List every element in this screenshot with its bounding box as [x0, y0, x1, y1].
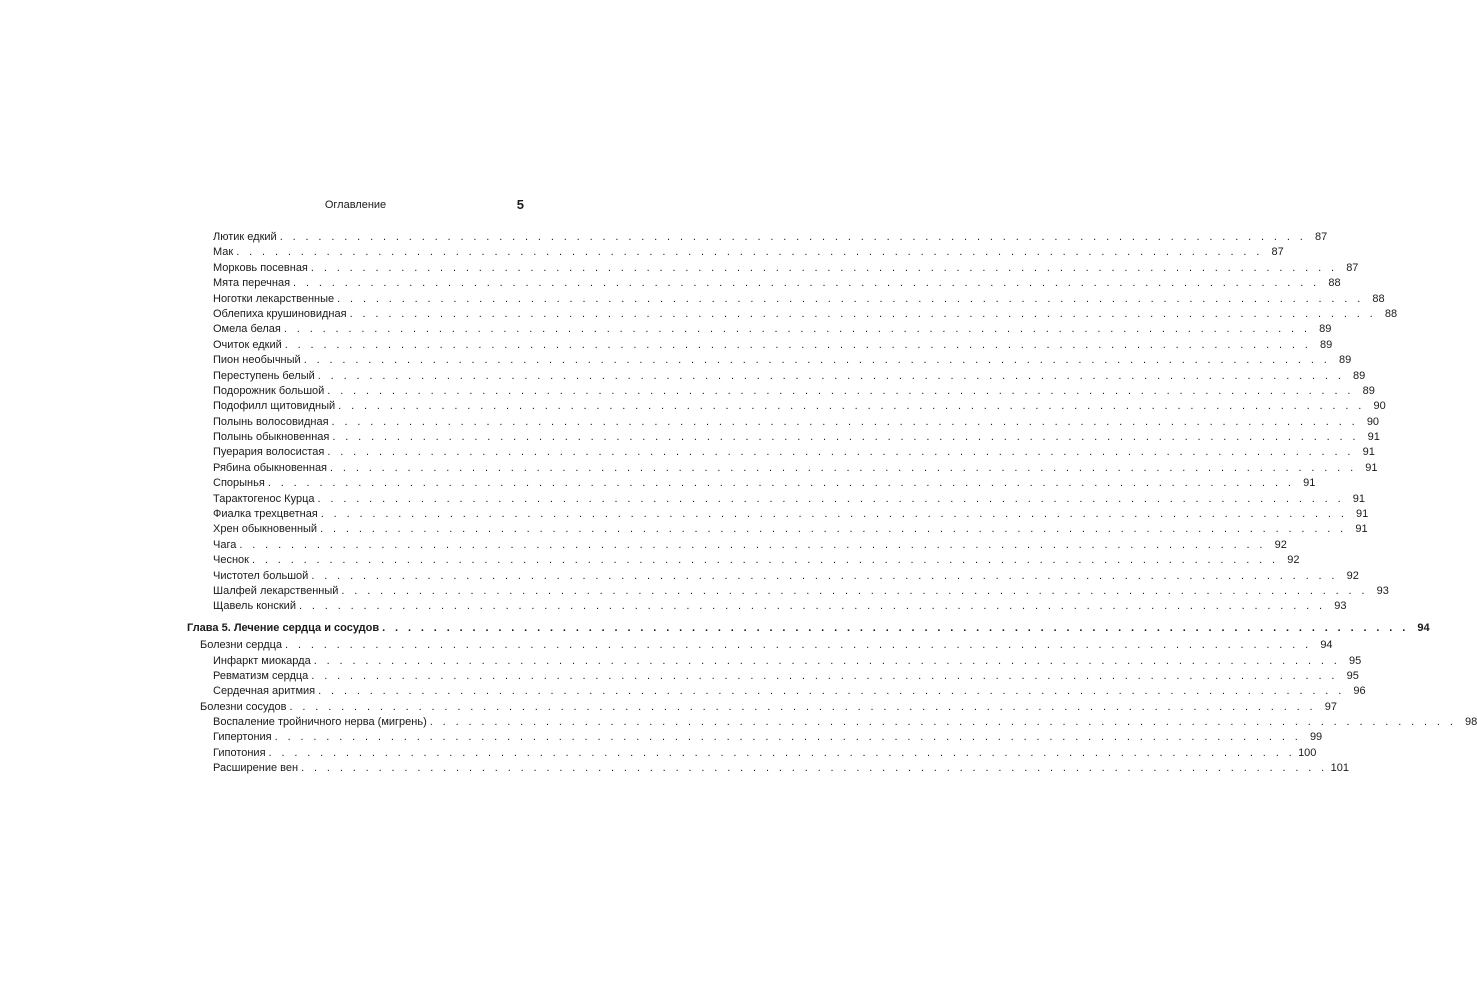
table-of-contents [187, 230, 1477, 777]
toc-entry-title: Чистотел большой [213, 569, 309, 582]
toc-entry [187, 292, 1385, 307]
toc-entry-title: Ревматизм сердца [213, 669, 309, 682]
toc-entry [187, 569, 1359, 584]
dot-leader: . . . . . . . . . . . . . . . . . . . . . . . . . . . . . . . . . . . . . . . . . . . . . . . . . . . . . . . . . . . . . . . . . . . . . . . . . . . . . . . . [303, 354, 1331, 367]
toc-entry-page: 94 [1320, 639, 1333, 652]
toc-entry-title: Глава 5. Лечение сердца и сосудов [187, 621, 380, 634]
toc-entry-page: 91 [1362, 446, 1375, 459]
toc-entry [187, 584, 1389, 599]
toc-entry [187, 507, 1369, 522]
toc-entry-page: 87 [1346, 261, 1359, 274]
toc-entry [187, 522, 1368, 537]
toc-entry [187, 369, 1366, 384]
dot-leader: . . . . . . . . . . . . . . . . . . . . . . . . . . . . . . . . . . . . . . . . . . . . . . . . . . . . . . . . . . . . . . . . . . . . . . . . . . . . . . . . [284, 338, 1312, 351]
toc-entry [187, 230, 1328, 245]
toc-entry [187, 599, 1347, 614]
toc-entry-title: Омела белая [213, 323, 281, 336]
page-header [187, 196, 524, 214]
toc-chapter [187, 621, 1430, 636]
toc-entry-title: Болезни сердца [200, 639, 283, 652]
toc-entry-title: Чеснок [213, 554, 249, 567]
toc-entry [187, 415, 1380, 430]
toc-entry-page: 89 [1338, 354, 1352, 367]
toc-entry-title: Переступень белый [213, 369, 315, 382]
toc-entry [187, 276, 1341, 291]
toc-entry [187, 700, 1337, 715]
toc-entry-title: Шалфей лекарственный [213, 584, 339, 597]
toc-entry-title: Подорожник большой [213, 384, 325, 397]
toc-entry-page: 89 [1320, 338, 1333, 351]
toc-entry-title: Пион необычный [213, 354, 301, 367]
dot-leader: . . . . . . . . . . . . . . . . . . . . . . . . . . . . . . . . . . . . . . . . . . . . . . . . . . . . . . . . . . . . . . . . . . . . . . . . . . . . . . . . [327, 384, 1354, 397]
toc-entry-title: Мята перечная [213, 277, 291, 290]
toc-entry [187, 538, 1287, 553]
toc-entry-page: 93 [1376, 584, 1389, 597]
toc-entry-page: 93 [1334, 600, 1347, 613]
toc-entry-page: 88 [1384, 307, 1398, 320]
toc-entry [187, 715, 1477, 730]
dot-leader: . . . . . . . . . . . . . . . . . . . . . . . . . . . . . . . . . . . . . . . . . . . . . . . . . . . . . . . . . . . . . . . . . . . . . . . . . . . . . . . . [317, 369, 1345, 382]
dot-leader: . . . . . . . . . . . . . . . . . . . . . . . . . . . . . . . . . . . . . . . . . . . . . . . . . . . . . . . . . . . . . . . . . . . . . . . . . . . . . . . . [268, 746, 1296, 759]
toc-entry-page: 87 [1271, 246, 1284, 259]
dot-leader: . . . . . . . . . . . . . . . . . . . . . . . . . . . . . . . . . . . . . . . . . . . . . . . . . . . . . . . . . . . . . . . . . . . . . . . . . . . . . . . . [236, 246, 1263, 259]
toc-entry [187, 492, 1366, 507]
toc-entry-title: Подофилл щитовидный [213, 400, 336, 413]
toc-entry [187, 307, 1398, 322]
toc-entry-title: Морковь посевная [213, 261, 308, 274]
toc-entry-page: 91 [1365, 461, 1378, 474]
toc-entry [187, 245, 1284, 260]
dot-leader: . . . . . . . . . . . . . . . . . . . . . . . . . . . . . . . . . . . . . . . . . . . . . . . . . . . . . . . . . . . . . . . . . . . . . . . . . . . . . . . . [332, 431, 1359, 444]
toc-entry-page: 101 [1330, 762, 1349, 775]
dot-leader: . . . . . . . . . . . . . . . . . . . . . . . . . . . . . . . . . . . . . . . . . . . . . . . . . . . . . . . . . . . . . . . . . . . . . . . . . . . . . . . . [301, 762, 1328, 775]
dot-leader: . . . . . . . . . . . . . . . . . . . . . . . . . . . . . . . . . . . . . . . . . . . . . . . . . . . . . . . . . . . . . . . . . . . . . . . . . . . . . . . . [429, 716, 1457, 729]
toc-entry [187, 669, 1359, 684]
toc-entry-title: Расширение вен [213, 762, 299, 775]
toc-entry-title: Ноготки лекарственные [213, 292, 335, 305]
toc-entry-page: 91 [1367, 431, 1380, 444]
toc-entry [187, 684, 1366, 699]
toc-entry-title: Щавель конский [213, 600, 296, 613]
toc-entry [187, 445, 1375, 460]
toc-entry [187, 731, 1323, 746]
toc-entry [187, 638, 1333, 653]
running-title: Оглавление [324, 199, 387, 211]
dot-leader: . . . . . . . . . . . . . . . . . . . . . . . . . . . . . . . . . . . . . . . . . . . . . . . . . . . . . . . . . . . . . . . . . . . . . . . . . . . . . . . . [320, 523, 1347, 536]
toc-entry-page: 91 [1303, 477, 1316, 490]
dot-leader: . . . . . . . . . . . . . . . . . . . . . . . . . . . . . . . . . . . . . . . . . . . . . . . . . . . . . . . . . . . . . . . . . . . . . . . . . . . . . . . . [285, 639, 1312, 652]
toc-entry [187, 746, 1317, 761]
dot-leader: . . . . . . . . . . . . . . . . . . . . . . . . . . . . . . . . . . . . . . . . . . . . . . . . . . . . . . . . . . . . . . . . . . . . . . . . . . . . . . . . [327, 446, 1354, 459]
dot-leader: . . . . . . . . . . . . . . . . . . . . . . . . . . . . . . . . . . . . . . . . . . . . . . . . . . . . . . . . . . . . . . . . . . . . . . . . . . . . . . . . [318, 685, 1345, 698]
toc-entry-page: 91 [1356, 508, 1369, 521]
toc-entry [187, 761, 1349, 776]
toc-entry-title: Лютик едкий [213, 230, 277, 243]
dot-leader: . . . . . . . . . . . . . . . . . . . . . . . . . . . . . . . . . . . . . . . . . . . . . . . . . . . . . . . . . . . . . . . . . . . . . . . . . . . . . . . . [289, 700, 1316, 713]
dot-leader: . . . . . . . . . . . . . . . . . . . . . . . . . . . . . . . . . . . . . . . . . . . . . . . . . . . . . . . . . . . . . . . . . . . . . . . . . . . . . . . . [331, 415, 1359, 428]
toc-entry-title: Сердечная аритмия [213, 685, 316, 698]
dot-leader: . . . . . . . . . . . . . . . . . . . . . . . . . . . . . . . . . . . . . . . . . . . . . . . . . . . . . . . . . . . . . . . . . . . . . . . . . . . . . . . . [310, 261, 1338, 274]
dot-leader: . . . . . . . . . . . . . . . . . . . . . . . . . . . . . . . . . . . . . . . . . . . . . . . . . . . . . . . . . . . . . . . . . . . . . . . . . . . . . . . . [311, 669, 1338, 682]
toc-entry [187, 430, 1380, 445]
toc-entry [187, 654, 1362, 669]
toc-entry [187, 399, 1386, 414]
dot-leader: . . . . . . . . . . . . . . . . . . . . . . . . . . . . . . . . . . . . . . . . . . . . . . . . . . . . . . . . . . . . . . . . . . . . . . . . . . . . . . . . [382, 621, 1409, 634]
dot-leader: . . . . . . . . . . . . . . . . . . . . . . . . . . . . . . . . . . . . . . . . . . . . . . . . . . . . . . . . . . . . . . . . . . . . . . . . . . . . . . . . [267, 477, 1295, 490]
toc-entry-title: Пуерария волосистая [213, 446, 325, 459]
toc-entry [187, 384, 1375, 399]
page-number: 5 [516, 197, 524, 212]
toc-entry-title: Облепиха крушиновидная [213, 307, 347, 320]
toc-entry-page: 94 [1417, 621, 1430, 634]
toc-entry [187, 261, 1359, 276]
toc-entry [187, 461, 1378, 476]
dot-leader: . . . . . . . . . . . . . . . . . . . . . . . . . . . . . . . . . . . . . . . . . . . . . . . . . . . . . . . . . . . . . . . . . . . . . . . . . . . . . . . . [317, 492, 1345, 505]
dot-leader: . . . . . . . . . . . . . . . . . . . . . . . . . . . . . . . . . . . . . . . . . . . . . . . . . . . . . . . . . . . . . . . . . . . . . . . . . . . . . . . . [320, 508, 1348, 521]
toc-entry-title: Чага [213, 538, 237, 551]
toc-entry-title: Инфаркт миокарда [213, 654, 311, 667]
toc-entry-page: 89 [1362, 384, 1375, 397]
toc-entry-page: 90 [1366, 415, 1380, 428]
toc-entry-page: 92 [1346, 569, 1359, 582]
dot-leader: . . . . . . . . . . . . . . . . . . . . . . . . . . . . . . . . . . . . . . . . . . . . . . . . . . . . . . . . . . . . . . . . . . . . . . . . . . . . . . . . [337, 292, 1364, 305]
dot-leader: . . . . . . . . . . . . . . . . . . . . . . . . . . . . . . . . . . . . . . . . . . . . . . . . . . . . . . . . . . . . . . . . . . . . . . . . . . . . . . . . [239, 538, 1266, 551]
toc-entry-page: 95 [1346, 669, 1359, 682]
toc-entry-page: 92 [1287, 554, 1300, 567]
toc-entry-page: 99 [1309, 731, 1323, 744]
dot-leader: . . . . . . . . . . . . . . . . . . . . . . . . . . . . . . . . . . . . . . . . . . . . . . . . . . . . . . . . . . . . . . . . . . . . . . . . . . . . . . . . [279, 230, 1307, 243]
toc-entry [187, 338, 1333, 353]
dot-leader: . . . . . . . . . . . . . . . . . . . . . . . . . . . . . . . . . . . . . . . . . . . . . . . . . . . . . . . . . . . . . . . . . . . . . . . . . . . . . . . . [311, 569, 1338, 582]
toc-entry-title: Болезни сосудов [200, 700, 287, 713]
toc-entry-title: Спорынья [213, 477, 265, 490]
dot-leader: . . . . . . . . . . . . . . . . . . . . . . . . . . . . . . . . . . . . . . . . . . . . . . . . . . . . . . . . . . . . . . . . . . . . . . . . . . . . . . . . [293, 277, 1320, 290]
dot-leader: . . . . . . . . . . . . . . . . . . . . . . . . . . . . . . . . . . . . . . . . . . . . . . . . . . . . . . . . . . . . . . . . . . . . . . . . . . . . . . . . [330, 461, 1357, 474]
toc-entry-page: 87 [1314, 230, 1328, 243]
toc-entry-page: 95 [1348, 654, 1362, 667]
toc-entry-page: 97 [1324, 700, 1337, 713]
toc-entry-page: 88 [1372, 292, 1385, 305]
toc-entry-title: Гипотония [213, 746, 266, 759]
toc-entry-page: 91 [1352, 492, 1366, 505]
toc-entry-title: Очиток едкий [213, 338, 282, 351]
dot-leader: . . . . . . . . . . . . . . . . . . . . . . . . . . . . . . . . . . . . . . . . . . . . . . . . . . . . . . . . . . . . . . . . . . . . . . . . . . . . . . . . [283, 323, 1311, 336]
toc-entry-title: Хрен обыкновенный [213, 523, 318, 536]
toc-entry-page: 88 [1328, 277, 1341, 290]
toc-entry-title: Воспаление тройничного нерва (мигрень) [213, 716, 427, 729]
toc-entry-title: Рябина обыкновенная [213, 461, 328, 474]
toc-entry-page: 92 [1274, 538, 1287, 551]
toc-entry [187, 476, 1316, 491]
toc-entry-page: 91 [1355, 523, 1368, 536]
toc-entry [187, 553, 1300, 568]
toc-entry-title: Фиалка трехцветная [213, 508, 318, 521]
dot-leader: . . . . . . . . . . . . . . . . . . . . . . . . . . . . . . . . . . . . . . . . . . . . . . . . . . . . . . . . . . . . . . . . . . . . . . . . . . . . . . . . [338, 400, 1365, 413]
toc-entry-page: 89 [1353, 369, 1366, 382]
dot-leader: . . . . . . . . . . . . . . . . . . . . . . . . . . . . . . . . . . . . . . . . . . . . . . . . . . . . . . . . . . . . . . . . . . . . . . . . . . . . . . . . [298, 600, 1326, 613]
toc-entry-page: 98 [1465, 716, 1477, 729]
toc-entry-page: 89 [1319, 323, 1332, 336]
toc-entry-title: Полынь обыкновенная [213, 431, 330, 444]
dot-leader: . . . . . . . . . . . . . . . . . . . . . . . . . . . . . . . . . . . . . . . . . . . . . . . . . . . . . . . . . . . . . . . . . . . . . . . . . . . . . . . . [349, 307, 1377, 320]
dot-leader: . . . . . . . . . . . . . . . . . . . . . . . . . . . . . . . . . . . . . . . . . . . . . . . . . . . . . . . . . . . . . . . . . . . . . . . . . . . . . . . . [274, 731, 1302, 744]
toc-entry [187, 322, 1332, 337]
dot-leader: . . . . . . . . . . . . . . . . . . . . . . . . . . . . . . . . . . . . . . . . . . . . . . . . . . . . . . . . . . . . . . . . . . . . . . . . . . . . . . . . [341, 584, 1368, 597]
toc-entry-page: 100 [1298, 746, 1317, 759]
toc-entry-title: Гипертония [213, 731, 272, 744]
toc-entry-title: Мак [213, 246, 234, 259]
toc-entry-page: 90 [1373, 400, 1386, 413]
toc-entry-page: 96 [1353, 685, 1366, 698]
toc-entry-title: Тарактогенос Курца [213, 492, 315, 505]
toc-entry-title: Полынь волосовидная [213, 415, 329, 428]
dot-leader: . . . . . . . . . . . . . . . . . . . . . . . . . . . . . . . . . . . . . . . . . . . . . . . . . . . . . . . . . . . . . . . . . . . . . . . . . . . . . . . . [251, 554, 1279, 567]
toc-entry [187, 353, 1352, 368]
dot-leader: . . . . . . . . . . . . . . . . . . . . . . . . . . . . . . . . . . . . . . . . . . . . . . . . . . . . . . . . . . . . . . . . . . . . . . . . . . . . . . . . [313, 654, 1341, 667]
